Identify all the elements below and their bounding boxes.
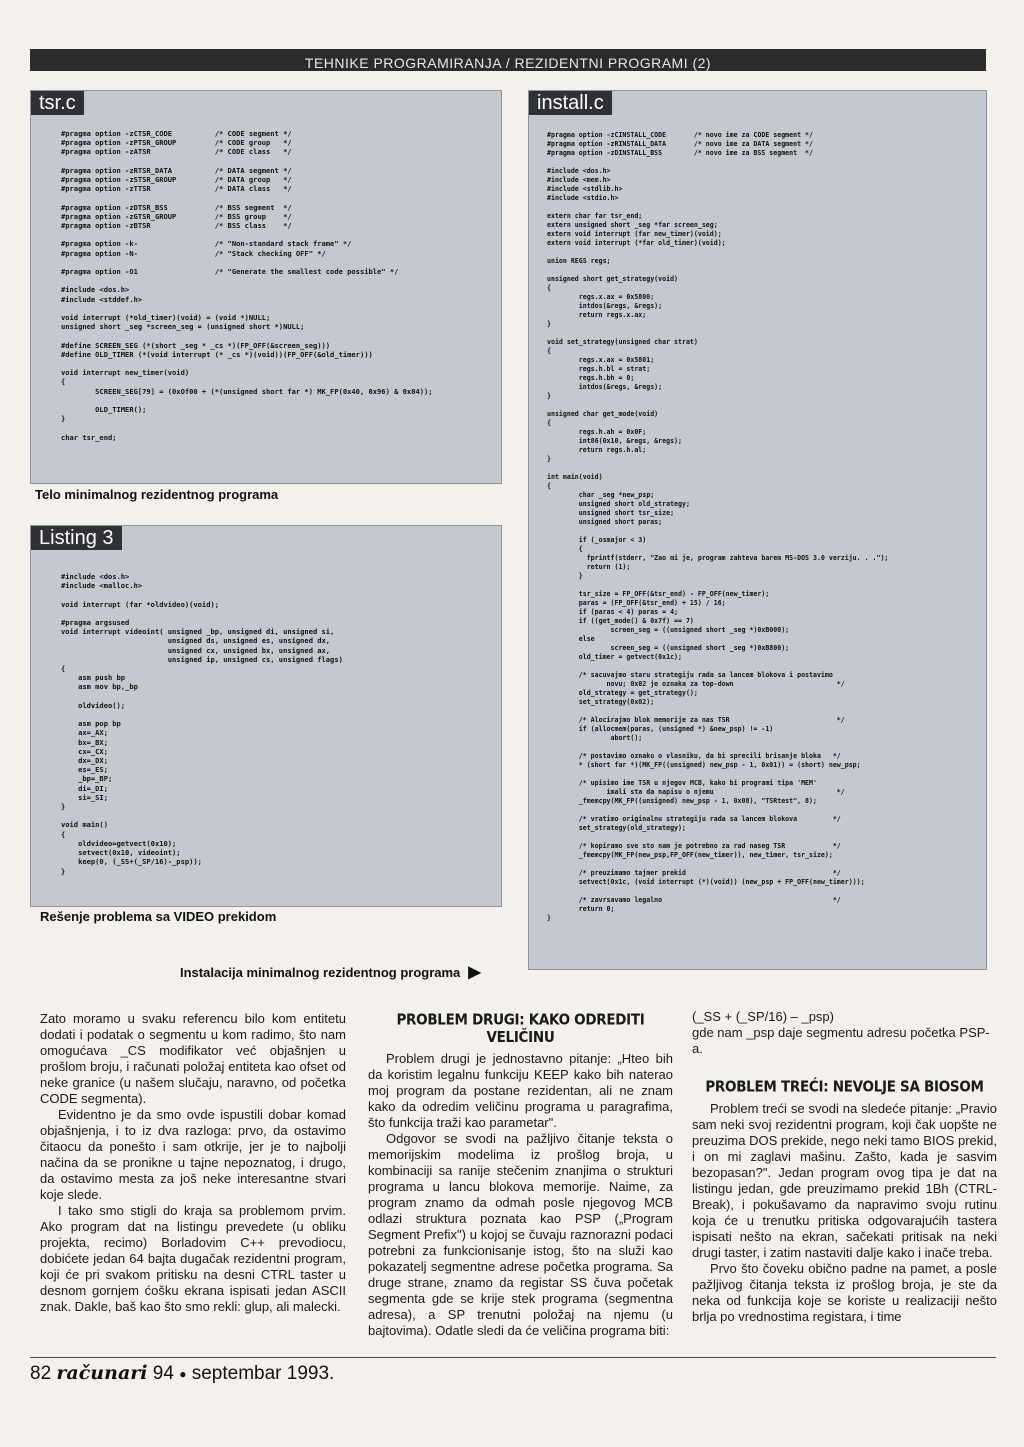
- section-header-bar: [30, 49, 986, 71]
- install-caption-text: Instalacija minimalnog rezidentnog programa: [180, 965, 461, 980]
- arrow-right-icon: ▶: [463, 964, 481, 981]
- page-footer: [30, 1362, 334, 1385]
- magazine-brand: računari: [56, 1362, 148, 1384]
- bullet-icon: ●: [179, 1366, 187, 1381]
- issue-date: septembar 1993.: [191, 1363, 335, 1384]
- section-heading-problem-two: PROBLEM DRUGI: KAKO ODREDITI VELIČINU: [396, 1011, 645, 1047]
- install-code: #pragma option -zCINSTALL_CODE /* novo ime za CODE segment */ #pragma option -zRINSTALL_DATA /* novo ime za DATA segment */ #pragma option -zDINSTALL_BSS /* novo ime za BSS segment */ #include <dos.h> #include <mem.h> #include <stdlib.h> #include <stdio.h> extern char far tsr_end; extern unsigned short _seg *far screen_seg; extern void interrupt (far new_timer)(void); extern void interrupt (*far old_timer)(void); union REGS regs; unsigned short get_strategy(void) { regs.x.ax = 0x5800; intdos(&regs, &regs); return regs.x.ax; } void set_strategy(unsigned char strat) { regs.x.ax = 0x5801; regs.h.bl = strat; regs.h.bh = 0; intdos(&regs, &regs); } unsigned char get_mode(void) { regs.h.ah = 0x0F; int86(0x10, &regs, &regs); return regs.h.al; } int main(void) { char _seg *new_psp; unsigned short old_strategy; unsigned short tsr_size; unsigned short paras; if (_osmajor < 3) { fprintf(stderr, "Zao mi je, program zahteva barem MS-DOS 3.0 verziju. . ."); return (1); } tsr_size = FP_OFF(&tsr_end) - FP_OFF(new_timer); paras = (FP_OFF(&tsr_end) + 15) / 16; if (paras < 4) paras = 4; if ((get_mode() & 0x7f) == 7) screen_seg = ((unsigned short _seg *)0xB000); else screen_seg = ((unsigned short _seg *)0xB800); old_timer = getvect(0x1c); /* sacuvajmo staru strategiju rada sa lancem blokova i postavimo novu; 0x02 je oznaka za top-down */ old_strategy = get_strategy(); set_strategy(0x02); /* Alocirajmo blok memorije za nas TSR */ if (allocmem(paras, (unsigned *) &new_psp) != -1) abort(); /* postavimo oznaku o vlasniku, da bi sprecili brisanje bloka */ * (short far *)(MK_FP((unsigned) new_psp - 1, 0x01)) = (short) new_psp; /* upisimo ime TSR u njegov MCB, kako bi programi tipa 'MEM' imali sta da napisu o njemu */ _fmemcpy(MK_FP((unsigned) new_psp - 1, 0x08), "TSRtest", 8); /* vratimo originalnu strategiju rada sa lancem blokova */ set_strategy(old_strategy); /* kopiramo sve sto nam je potrebno za rad naseg TSR */ _fmemcpy(MK_FP(new_psp,FP_OFF(new_timer)), new_timer, tsr_size); /* preuzimamo tajmer prekid */ setvect(0x1c, (void interrupt (*)(void)) (new_psp + FP_OFF(new_timer))); /* zavrsavamo legalno */ return 0; }: [547, 131, 889, 922]
- tsr-code-panel: [30, 90, 502, 484]
- article-column-1: [40, 1011, 346, 1315]
- footer-rule: [30, 1357, 996, 1358]
- col1-paragraph: I tako smo stigli do kraja sa problemom prvim. Ako program dat na listingu prevedete (u obliku projekta, recimo) Borladovim C++ prevodiocu, dobićete jedan 64 bajta dugačak rezidentni program, koji će pri svakom pritisku na desni CTRL taster u desnom gornjem ćošku ekrana ispisati jedan ASCII znak. Dakle, baš kao što smo rekli: glup, ali malecki.: [40, 1203, 346, 1314]
- col3-paragraph: Prvo što čoveku obično padne na pamet, a posle pažljivog čitanja teksta iz prošlog broja, je ste da neka od funkcija koje se koriste u realizaciji nešto brlja po vrednostima registara, i time: [692, 1261, 997, 1324]
- listing3-code: #include <dos.h> #include <malloc.h> void interrupt (far *oldvideo)(void); #pragma argsused void interrupt videoint( unsigned _bp, unsigned di, unsigned si, unsigned ds, unsigned es, unsigned dx, unsigned cx, unsigned bx, unsigned ax, unsigned ip, unsigned cs, unsigned flags) { asm push bp asm mov bp,_bp oldvideo(); asm pop bp ax=_AX; bx=_BX; cx=_CX; dx=_DX; es=_ES; _bp=_BP; di=_DI; si=_SI; } void main() { oldvideo=getvect(0x10); setvect(0x10, videoint); keep(0, (_SS+(_SP/16)-_psp)); }: [61, 572, 343, 876]
- listing3-panel-title: Listing 3: [31, 526, 122, 550]
- col2-paragraph: Problem drugi je jednostavno pitanje: „Hteo bih da koristim legalnu funkciju KEEP kako bih naterao moj program da postane rezidentan, ali ne znam kako da odredim veličinu programa u paragrafima, što funkcija traži kao parametar".: [368, 1051, 673, 1130]
- size-formula: (_SS + (_SP/16) – _psp): [692, 1009, 834, 1024]
- col1-paragraph: Zato moramo u svaku referencu bilo kom entitetu dodati i podatak o segmentu u kom radimo, što nam omogućava _CS modifikator već objašnjen u prošlom broju, i računati položaj entiteta kao ofset od neke granice (u našem slučaju, naravno, od početka CODE segmenta).: [40, 1011, 346, 1106]
- col3-intro: gde nam _psp daje segmentu adresu početka PSP-a.: [692, 1025, 990, 1056]
- install-panel-title: install.c: [529, 91, 612, 115]
- page-number: 82: [30, 1363, 52, 1384]
- article-column-2: [368, 1009, 673, 1339]
- article-column-3: [692, 1009, 997, 1325]
- section-heading-problem-three: PROBLEM TREĆI: NEVOLJE SA BIOSOM: [705, 1078, 984, 1096]
- tsr-caption: Telo minimalnog rezidentnog programa: [35, 487, 279, 502]
- listing3-caption: Rešenje problema sa VIDEO prekidom: [40, 909, 277, 924]
- col1-paragraph: Evidentno je da smo ovde ispustili dobar komad objašnjenja, i to iz dva razloga: prvo, da ostavimo čitaocu da ponešto i sam otkrije, jer je to najbolji načina da se pronikne u tajne nepoznatog, i drugo, da ostavimo mesta za još neke interesantne stvari koje slede.: [40, 1107, 346, 1202]
- section-header-title: TEHNIKE PROGRAMIRANJA / REZIDENTNI PROGRAMI (2): [304, 55, 712, 71]
- listing3-code-panel: [30, 525, 502, 907]
- install-code-panel: [528, 90, 987, 970]
- tsr-code: #pragma option -zCTSR_CODE /* CODE segment */ #pragma option -zPTSR_GROUP /* CODE group */ #pragma option -zATSR /* CODE class */ #pragma option -zRTSR_DATA /* DATA segment */ #pragma option -zSTSR_GROUP /* DATA group */ #pragma option -zTTSR /* DATA class */ #pragma option -zDTSR_BSS /* BSS segment */ #pragma option -zGTSR_GROUP /* BSS group */ #pragma option -zBTSR /* BSS class */ #pragma option -k- /* "Non-standard stack frame" */ #pragma option -N- /* "Stack checking OFF" */ #pragma option -O1 /* "Generate the smallest code possible" */ #include <dos.h> #include <stddef.h> void interrupt (*old_timer)(void) = (void *)NULL; unsigned short _seg *screen_seg = (unsigned short *)NULL; #define SCREEN_SEG (*(short _seg * _cs *)(FP_OFF(&screen_seg))) #define OLD_TIMER (*(void interrupt (* _cs *)(void))(FP_OFF(&old_timer))) void interrupt new_timer(void) { SCREEN_SEG[79] = (0xOf00 + (*(unsigned short far *) MK_FP(0x40, 0x96) & 0x04)); OLD_TIMER(); } char tsr_end;: [61, 129, 433, 442]
- install-caption: [180, 962, 481, 982]
- col2-paragraph: Odgovor se svodi na pažljivo čitanje teksta o memorijskim modelima iz prošlog broja, u kombinaciji sa ranije stečenim znanjima o strukturi programa u lancu blokova memorije. Naime, za program znamo da odmah posle njegovog MCB odlazi struktura poznata kao PSP („Program Segment Prefix") u kojoj se čuvaju raznorazni podaci potrebni za funkcionisanje istog, što na služi kao pokazatelj segmentne adrese početka programa. Sa druge strane, znamo da registar SS čuva početak segmenta gde se krije stek programa (segmentna adresa), a SP trenutni položaj na njemu (u bajtovima). Odatle sledi da će veličina programa biti:: [368, 1131, 673, 1338]
- col3-paragraph: Problem treći se svodi na sledeće pitanje: „Pravio sam neki svoj rezidentni program, koji čak uopšte ne preuzima DOS prekide, nego neki tamo BIOS prekid, i on mi zaglavi mašinu. Zašto, kada je sasvim bezopasan?". Jedan program ovog tipa je dat na listingu jedan, gde preuzimamo prekid 1Bh (CTRL-Break), i pokušavamo da napravimo svoju rutinu koja će u trenutku pritiska odgovarajućih tastera ispisati nešto na ekran, sačekati pritisak na neki drugi taster, i zatim nastaviti dalje kako i inače treba.: [692, 1101, 997, 1260]
- tsr-panel-title: tsr.c: [31, 91, 84, 115]
- issue-number: 94: [152, 1363, 174, 1384]
